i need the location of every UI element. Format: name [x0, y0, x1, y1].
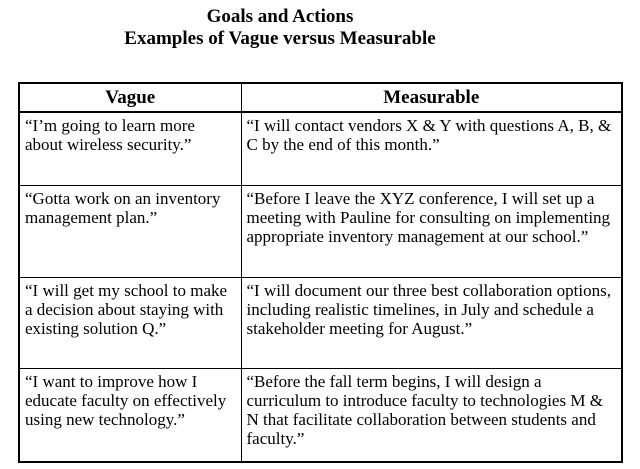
table-row [19, 186, 622, 278]
vague-cell: “Gotta work on an inventory management plan.” [19, 186, 241, 278]
table-row [19, 277, 622, 369]
header-measurable: Measurable [241, 83, 622, 112]
header-vague: Vague [19, 83, 241, 112]
table-header-row [19, 83, 622, 112]
measurable-cell: “I will contact vendors X & Y with questions A, B, & C by the end of this month.” [241, 112, 622, 186]
title-line-1: Goals and Actions [206, 6, 354, 27]
measurable-cell: “Before I leave the XYZ conference, I will set up a meeting with Pauline for consulting on implementing appropriate inventory management at our school.” [241, 186, 622, 278]
measurable-cell: “I will document our three best collaboration options, including realistic timelines, in July and schedule a stakeholder meeting for August.” [241, 277, 622, 369]
title-line-2: Examples of Vague versus Measurable [124, 28, 436, 49]
vague-cell: “I will get my school to make a decision about staying with existing solution Q.” [19, 277, 241, 369]
goals-table [18, 82, 623, 463]
table-row [19, 112, 622, 186]
measurable-cell: “Before the fall term begins, I will design a curriculum to introduce faculty to technologies M & N that facilitate collaboration between students and faculty.” [241, 369, 622, 462]
vague-cell: “I want to improve how I educate faculty on effectively using new technology.” [19, 369, 241, 462]
vague-cell: “I’m going to learn more about wireless security.” [19, 112, 241, 186]
page-title [0, 6, 560, 50]
table-row [19, 369, 622, 462]
